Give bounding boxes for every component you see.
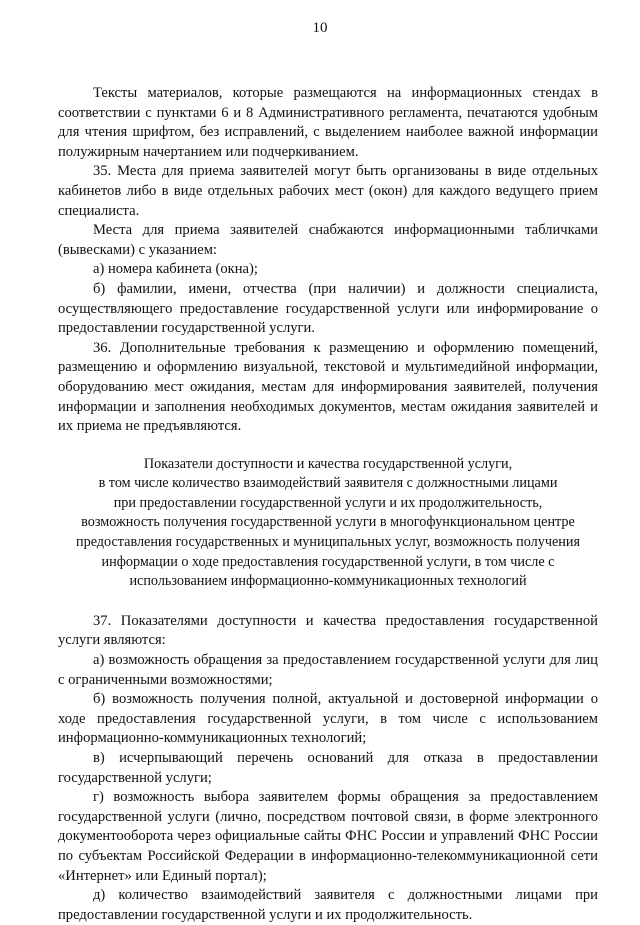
paragraph: 35. Места для приема заявителей могут быть организованы в виде отдельных кабинетов либо в виде отдельных рабочих мест (окон) для каждого ведущего прием специалиста. xyxy=(58,163,598,219)
paragraph: Места для приема заявителей снабжаются информационными табличками (вывесками) с указанием: xyxy=(58,222,598,258)
paragraph: г) возможность выбора заявителем формы обращения за предоставлением государственной услуги (лично, посредством почтовой связи, в форме электронного документооборота через официальные сайты ФНС России и управлений ФНС России по субъектам Российской Федерации в информационно-телекоммуникационной сети «Интернет» или Единый портал); xyxy=(58,789,598,884)
paragraph: а) возможность обращения за предоставлением государственной услуги для лиц с ограниченными возможностями; xyxy=(58,652,598,688)
heading-line: предоставления государственных и муниципальных услуг, возможность получения xyxy=(76,534,580,551)
document-body xyxy=(58,84,598,925)
heading-line: информации о ходе предоставления государственной услуги, в том числе с xyxy=(101,553,555,570)
page-number: 10 xyxy=(312,20,328,36)
heading-line: Показатели доступности и качества государственной услуги, xyxy=(143,455,513,472)
section-heading xyxy=(58,455,598,592)
paragraph: б) возможность получения полной, актуальной и достоверной информации о ходе предоставления государственной услуги, в том числе с использованием информационно-коммуникационных технологий; xyxy=(58,691,598,747)
paragraph: 37. Показателями доступности и качества предоставления государственной услуги являются: xyxy=(58,612,598,649)
paragraph: а) номера кабинета (окна); xyxy=(93,261,258,278)
paragraph: Тексты материалов, которые размещаются на информационных стендах в соответствии с пунктами 6 и 8 Административного регламента, печатаются удобным для чтения шрифтом, без исправлений, с выделением наиболее важной информации полужирным начертанием или подчеркиванием. xyxy=(58,85,598,160)
heading-line: при предоставлении государственной услуги и их продолжительность, xyxy=(113,494,543,511)
heading-line: в том числе количество взаимодействий заявителя с должностными лицами xyxy=(98,475,558,492)
paragraph: д) количество взаимодействий заявителя с должностными лицами при предоставлении государственной услуги и их продолжительность. xyxy=(58,887,598,923)
paragraph: в) исчерпывающий перечень оснований для отказа в предоставлении государственной услуги; xyxy=(58,750,598,786)
heading-line: использованием информационно-коммуникационных технологий xyxy=(129,573,527,590)
paragraph: 36. Дополнительные требования к размещению и оформлению помещений, размещению и оформлению визуальной, текстовой и мультимедийной информации, оборудованию мест ожидания, местам для информирования заявителей, получения информации и заполнения необходимых документов, местам ожидания заявителей и их приема не предъявляются. xyxy=(58,339,598,435)
paragraph: б) фамилии, имени, отчества (при наличии) и должности специалиста, осуществляющего предоставление государственной услуги или информирование о предоставлении государственной услуги. xyxy=(58,280,598,337)
heading-line: возможность получения государственной услуги в многофункциональном центре xyxy=(81,514,575,531)
